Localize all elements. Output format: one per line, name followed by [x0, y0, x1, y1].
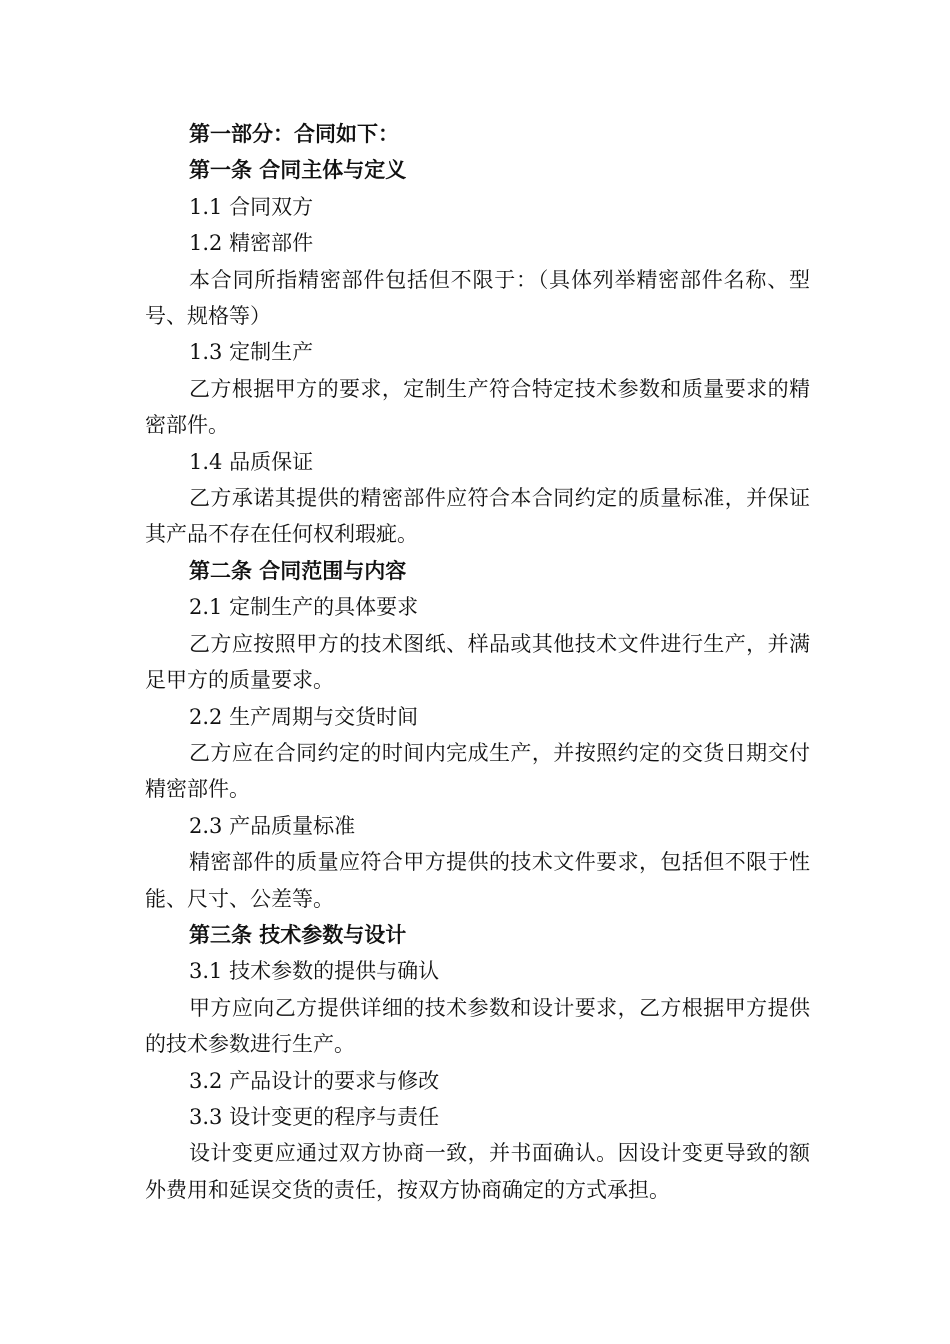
section-1-2-heading: 1.2 精密部件: [189, 231, 314, 256]
section-3-2-heading: 3.2 产品设计的要求与修改: [189, 1068, 440, 1093]
contract-body: [145, 116, 810, 1208]
section-2-2-paragraph: 乙方应在合同约定的时间内完成生产，并按照约定的交货日期交付精密部件。: [145, 740, 810, 802]
section-2-2-heading: 2.2 生产周期与交货时间: [189, 704, 419, 729]
section-1-4-heading: 1.4 品质保证: [189, 449, 314, 474]
article-3-title: 第三条 技术参数与设计: [189, 922, 407, 947]
section-2-1-paragraph: 乙方应按照甲方的技术图纸、样品或其他技术文件进行生产，并满足甲方的质量要求。: [145, 631, 810, 693]
section-1-3-heading: 1.3 定制生产: [189, 340, 314, 365]
section-1-4-paragraph: 乙方承诺其提供的精密部件应符合本合同约定的质量标准，并保证其产品不存在任何权利瑕疵。: [145, 486, 810, 547]
section-3-3-heading: 3.3 设计变更的程序与责任: [189, 1104, 440, 1129]
article-2-title: 第二条 合同范围与内容: [189, 558, 407, 583]
section-1-1-heading: 1.1 合同双方: [189, 194, 314, 219]
section-3-1-paragraph: 甲方应向乙方提供详细的技术参数和设计要求，乙方根据甲方提供的技术参数进行生产。: [145, 995, 810, 1057]
section-3-1-heading: 3.1 技术参数的提供与确认: [189, 959, 440, 984]
section-2-3-paragraph: 精密部件的质量应符合甲方提供的技术文件要求，包括但不限于性能、尺寸、公差等。: [145, 850, 810, 911]
section-1-3-paragraph: 乙方根据甲方的要求，定制生产符合特定技术参数和质量要求的精密部件。: [145, 376, 810, 438]
section-2-1-heading: 2.1 定制生产的具体要求: [189, 595, 419, 620]
part-heading: 第一部分：合同如下：: [189, 122, 399, 146]
section-2-3-heading: 2.3 产品质量标准: [189, 813, 356, 838]
section-1-2-paragraph: 本合同所指精密部件包括但不限于：（具体列举精密部件名称、型号、规格等）: [145, 267, 810, 329]
article-1-title: 第一条 合同主体与定义: [189, 158, 407, 183]
section-3-3-paragraph: 设计变更应通过双方协商一致，并书面确认。因设计变更导致的额外费用和延误交货的责任，按双方协商确定的方式承担。: [145, 1141, 810, 1202]
